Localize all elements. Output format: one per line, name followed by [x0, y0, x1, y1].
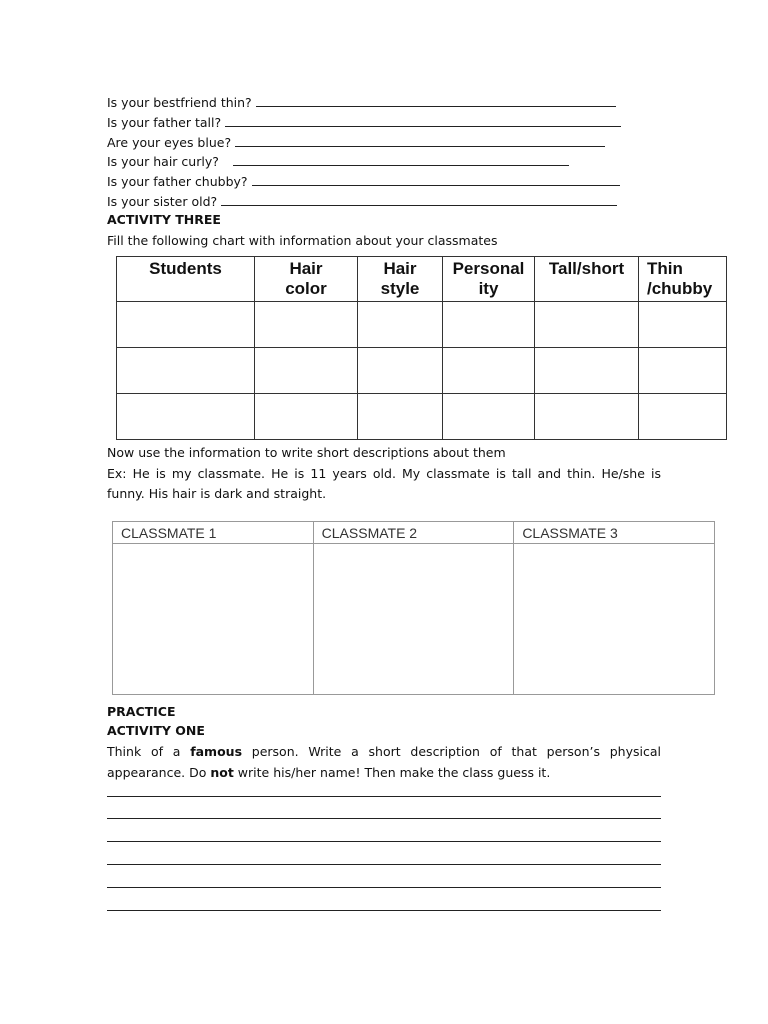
column-header: Hair color — [255, 257, 358, 302]
chart-cell[interactable] — [117, 394, 255, 440]
descriptions-row — [113, 544, 715, 695]
chart-row — [117, 394, 727, 440]
followup-instruction: Now use the information to write short descriptions about them — [107, 445, 506, 460]
question-line — [107, 171, 620, 190]
column-header: CLASSMATE 3 — [514, 522, 715, 544]
description-cell[interactable] — [514, 544, 715, 695]
chart-header-row — [117, 257, 727, 302]
chart-cell[interactable] — [639, 394, 727, 440]
writing-line[interactable] — [107, 796, 661, 797]
chart-cell[interactable] — [255, 348, 358, 394]
column-header: CLASSMATE 1 — [113, 522, 314, 544]
chart-cell[interactable] — [358, 302, 443, 348]
column-header: Personal ity — [443, 257, 535, 302]
activity-three-heading: ACTIVITY THREE — [107, 212, 221, 227]
column-header: Thin /chubby — [639, 257, 727, 302]
question-text: Is your father tall? — [107, 115, 222, 130]
column-header: Hair style — [358, 257, 443, 302]
question-line — [107, 191, 617, 210]
writing-line[interactable] — [107, 818, 661, 819]
column-header: Tall/short — [535, 257, 639, 302]
answer-blank[interactable] — [221, 191, 617, 206]
classmates-chart — [116, 256, 727, 440]
description-cell[interactable] — [313, 544, 514, 695]
example-text: Ex: He is my classmate. He is 11 years old. My classmate is tall and thin. He/she is funny. His hair is dark and straight. — [107, 466, 661, 501]
chart-cell[interactable] — [255, 302, 358, 348]
chart-cell[interactable] — [255, 394, 358, 440]
instruction-emphasis: not — [210, 765, 234, 780]
answer-blank[interactable] — [235, 132, 605, 147]
question-text: Is your bestfriend thin? — [107, 95, 252, 110]
instruction-part: person. Write a short description of that person’s physical appearance. Do — [107, 744, 661, 780]
question-text: Is your hair curly? — [107, 154, 219, 169]
chart-cell[interactable] — [639, 348, 727, 394]
chart-cell[interactable] — [639, 302, 727, 348]
instruction-part: Think of a — [107, 744, 191, 759]
chart-row — [117, 302, 727, 348]
writing-line[interactable] — [107, 910, 661, 911]
writing-line[interactable] — [107, 841, 661, 842]
answer-blank[interactable] — [252, 171, 620, 186]
answer-blank[interactable] — [256, 92, 616, 107]
instruction-emphasis: famous — [190, 744, 243, 759]
question-line — [107, 112, 621, 131]
chart-cell[interactable] — [117, 302, 255, 348]
practice-heading: PRACTICE — [107, 704, 176, 719]
chart-row — [117, 348, 727, 394]
chart-cell[interactable] — [443, 394, 535, 440]
column-header: Students — [117, 257, 255, 302]
instruction-part: write his/her name! Then make the class guess it. — [233, 765, 551, 780]
writing-line[interactable] — [107, 887, 661, 888]
question-line — [107, 151, 569, 170]
writing-line[interactable] — [107, 864, 661, 865]
chart-cell[interactable] — [117, 348, 255, 394]
question-text: Is your father chubby? — [107, 174, 248, 189]
question-line — [107, 92, 616, 111]
chart-cell[interactable] — [443, 348, 535, 394]
question-text: Is your sister old? — [107, 194, 218, 209]
column-header: CLASSMATE 2 — [313, 522, 514, 544]
activity-one-heading: ACTIVITY ONE — [107, 723, 205, 738]
answer-blank[interactable] — [233, 151, 569, 166]
descriptions-header-row — [113, 522, 715, 544]
description-cell[interactable] — [113, 544, 314, 695]
descriptions-table — [112, 521, 715, 695]
question-line — [107, 132, 605, 151]
chart-cell[interactable] — [535, 394, 639, 440]
chart-cell[interactable] — [358, 394, 443, 440]
answer-blank[interactable] — [225, 112, 621, 127]
chart-cell[interactable] — [443, 302, 535, 348]
chart-cell[interactable] — [535, 302, 639, 348]
question-text: Are your eyes blue? — [107, 135, 232, 150]
chart-cell[interactable] — [358, 348, 443, 394]
practice-instruction — [107, 741, 661, 783]
activity-three-instruction: Fill the following chart with information about your classmates — [107, 233, 498, 248]
chart-cell[interactable] — [535, 348, 639, 394]
